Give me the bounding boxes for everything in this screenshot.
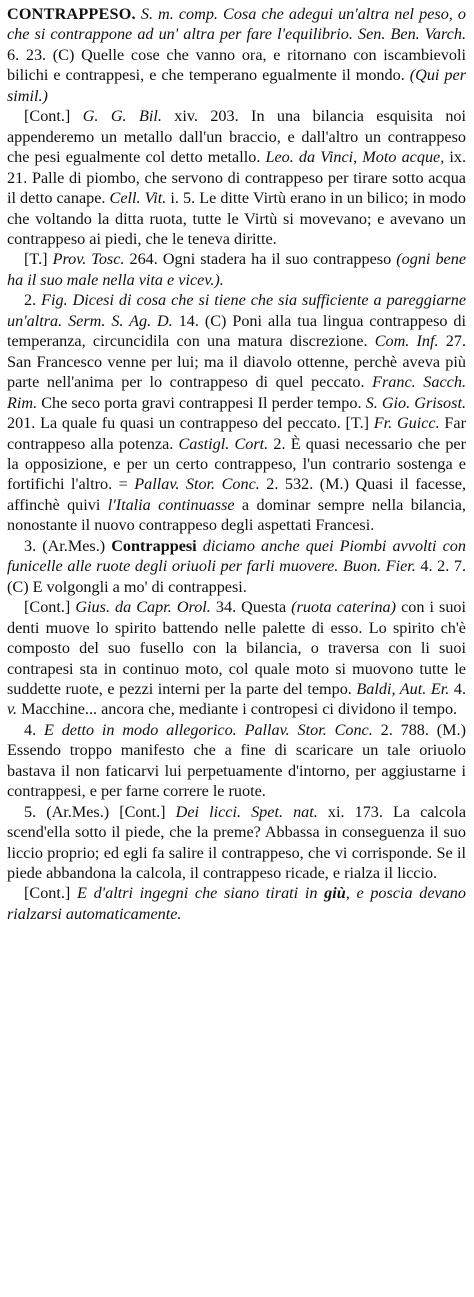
italic-run: v.	[7, 700, 18, 719]
citation-paragraph	[7, 249, 466, 290]
italic-run: (ogni bene ha il suo male nella vita e vicev.).	[7, 250, 467, 289]
text-run: Far contrappeso alla potenza.	[7, 414, 466, 453]
italic-run: Prov. Tosc.	[52, 250, 125, 269]
text-run: Macchine... ancora che, mediante i contropesi ci dividono il tempo.	[17, 700, 458, 719]
text-run: con i suoi denti muove lo spirito battendo nelle palette di esso. Lo spirito ch'è composto del suo fusello con la bilancia, o traversa con li suoi contrapesi sta in continuo moto, col quale moto si muovono tutte le suddette ruote, e pezzi interni per la parte del tempo.	[7, 598, 467, 698]
text-run: giù	[324, 884, 346, 903]
citation-paragraph	[7, 597, 466, 720]
italic-run: diciamo anche quei Piombi avvolti con funicelle alle ruote degli oriuoli per farli muovere. Buon. Fier.	[7, 536, 466, 576]
italic-run: Baldi, Aut. Er.	[356, 679, 450, 698]
text-run: Contrappesi	[111, 536, 197, 555]
italic-run: S. Gio. Grisost.	[365, 393, 466, 412]
text-run: 34. Questa	[210, 598, 292, 617]
italic-run: l'Italia continuasse	[107, 495, 235, 514]
text-run: 4. 2. 7. (C) E volgongli a mo' di contrappesi.	[7, 557, 467, 596]
text-run: 14. (C) Poni alla tua lingua contrappeso di temperanza, circuncidila con una matura discrezione.	[7, 311, 467, 351]
italic-run: (Qui per simil.)	[7, 66, 466, 105]
citation-paragraph	[7, 883, 466, 924]
text-run: [Cont.]	[24, 884, 77, 903]
text-run: xi. 173. La calcola scend'ella sotto il piede, che la preme? Abbassa in conseguenza il suo liccio proprio; ed egli fa salire il contrappeso, che vi corrisponde. Se il piede abbandona la calcola, il contrappeso ricade, e rialza il liccio.	[7, 802, 466, 883]
italic-run: Leo. da Vinci, Moto acque,	[265, 148, 445, 167]
text-run: [Cont.]	[24, 598, 76, 617]
italic-run: G. G. Bil.	[82, 107, 162, 126]
italic-run: (ruota caterina)	[291, 598, 397, 617]
italic-run: Cell. Vit.	[109, 189, 167, 208]
italic-run: E detto in modo allegorico. Pallav. Stor. Conc.	[43, 720, 373, 739]
sense-5-paragraph	[7, 802, 466, 884]
italic-run: Dei licci. Spet. nat.	[175, 802, 318, 821]
entry-definition	[7, 4, 466, 106]
italic-run: , e poscia devano rialzarsi automaticamente.	[7, 884, 466, 923]
text-run: ix. 21. Palle di piombo, che servono di contrappeso per tirare sotto acqua il detto canape.	[7, 148, 467, 208]
italic-run: Gius. da Capr. Orol.	[75, 598, 211, 617]
text-run: 5. (Ar.Mes.) [Cont.]	[24, 802, 176, 821]
sense-2-paragraph	[7, 290, 466, 535]
citation-paragraph	[7, 106, 466, 249]
text-run: 201. La quale fu quasi un contrappeso del peccato. [T.]	[7, 414, 374, 433]
text-run: a dominar sempre nella bilancia, nonostante il nuovo contrappeso degli aspettati Francesi.	[7, 495, 466, 535]
text-run: 2.	[24, 291, 42, 310]
text-run: 2. È quasi necessario che per la opposizione, e per un certo contrappeso, l'un contrario sostenga e fortifichi l'altro. =	[7, 434, 466, 494]
text-run: 3. (Ar.Mes.)	[24, 536, 112, 555]
italic-run: Fr. Guicc.	[373, 414, 440, 433]
text-run: 4.	[449, 679, 466, 698]
text-run: 27. San Francesco venne per lui; ma il diavolo ottenne, perchè aveva più parte nell'anima per lo contrappeso di quel peccato.	[7, 332, 466, 392]
text-run: 2. 788. (M.) Essendo troppo manifesto che a fine di scaricare un tale oriuolo bastava il non faticarvi lui perpetuamente d'intorno, per aggiustarne i contrappesi, e per farne correre le ruote.	[7, 720, 466, 801]
text-run: 4.	[24, 720, 44, 739]
italic-run: Pallav. Stor. Conc.	[134, 475, 260, 494]
text-run: xiv. 203. In una bilancia esquisita noi appenderemo un metallo dall'un braccio, e dall'altro un contrappeso che pesi egualmente col detto metallo.	[7, 107, 467, 167]
text-run: Che seco porta gravi contrappesi Il perder tempo.	[37, 393, 366, 412]
text-run: 2. 532. (M.) Quasi il facesse, affinchè quivi	[7, 475, 466, 514]
italic-run: Castigl. Cort.	[178, 434, 269, 453]
text-run: [T.]	[24, 250, 53, 269]
text-run: [Cont.]	[24, 107, 83, 126]
headword: CONTRAPPESO.	[7, 5, 136, 23]
italic-run: Fig. Dicesi di cosa che si tiene che sia sufficiente a pareggiarne un'altra. Serm. S. Ag. D.	[7, 291, 467, 330]
italic-run: Franc. Sacch. Rim.	[7, 373, 466, 412]
italic-run: E d'altri ingegni che siano tirati in	[77, 884, 325, 903]
sense-4-paragraph	[7, 720, 466, 802]
text-run: 264. Ogni stadera ha il suo contrappeso	[124, 250, 397, 269]
sense-3-paragraph	[7, 536, 466, 597]
italic-run: S. m. comp. Cosa che adegui un'altra nel peso, o che si contrappone ad un' altra per fare l'equilibrio. Sen. Ben. Varch.	[7, 5, 467, 44]
text-run: 6. 23. (C) Quelle cose che vanno ora, e ritornano con iscambievoli bilichi e contrappesi, e che temperano egualmente il mondo.	[7, 45, 466, 85]
italic-run: Com. Inf.	[374, 332, 439, 351]
text-run: i. 5. Le ditte Virtù erano in un bilico; in modo che voltando la ditta ruota, tutte le Virtù si movevano; e avevano un contrappeso ai piedi, che le teneva diritte.	[7, 189, 466, 248]
